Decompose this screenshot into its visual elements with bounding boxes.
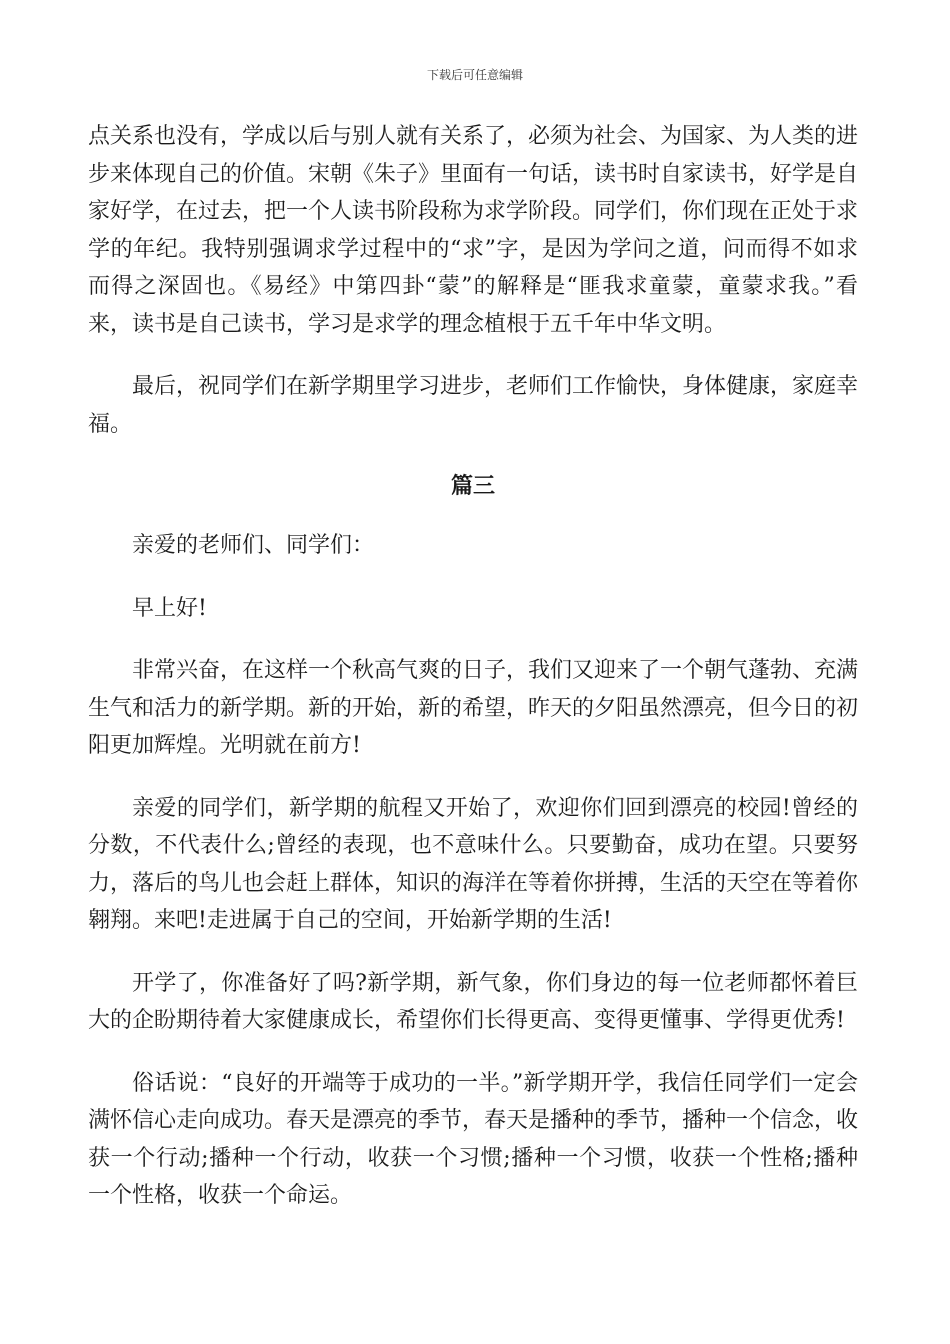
paragraph-continuation: 点关系也没有，学成以后与别人就有关系了，必须为社会、为国家、为人类的进步来体现自己的价值。宋朝《朱子》里面有一句话，读书时自家读书，好学是自家好学，在过去，把一个人读书阶段称为求学阶段。同学们，你们现在正处于求学的年纪。我特别强调求学过程中的“求”字，是因为学问之道，问而得不如求而得之深固也。《易经》中第四卦“蒙”的解释是“匪我求童蒙，童蒙求我。”看来，读书是自己读书，学习是求学的理念植根于五千年中华文明。: [88, 124, 859, 337]
section-title: 篇三: [450, 473, 495, 499]
paragraph-body: 开学了，你准备好了吗?新学期，新气象，你们身边的每一位老师都怀着巨大的企盼期待着大家健康成长，希望你们长得更高、变得更懂事、学得更优秀!: [88, 970, 858, 1033]
paragraph-closing-wishes: 最后，祝同学们在新学期里学习进步，老师们工作愉快，身体健康，家庭幸福。: [88, 374, 859, 437]
page-header-note: 下载后可任意编辑: [426, 68, 523, 82]
paragraph-body: 俗话说：“良好的开端等于成功的一半。”新学期开学，我信任同学们一定会满怀信心走向成功。春天是漂亮的季节，春天是播种的季节，播种一个信念，收获一个行动;播种一个行动，收获一个习惯;播种一个习惯，收获一个性格;播种一个性格，收获一个命运。: [88, 1070, 859, 1208]
document-body: [88, 118, 858, 1240]
paragraph-body: 亲爱的同学们，新学期的航程又开始了，欢迎你们回到漂亮的校园!曾经的分数，不代表什么;曾经的表现，也不意味什么。只要勤奋，成功在望。只要努力，落后的鸟儿也会赶上群体，知识的海洋在等着你拼搏，生活的天空在等着你翱翔。来吧!走进属于自己的空间，开始新学期的生活!: [88, 795, 859, 933]
paragraph-salutation: 亲爱的老师们、同学们：: [132, 533, 375, 558]
paragraph-body: 非常兴奋，在这样一个秋高气爽的日子，我们又迎来了一个朝气蓬勃、充满生气和活力的新学期。新的开始，新的希望，昨天的夕阳虽然漂亮，但今日的初阳更加辉煌。光明就在前方!: [88, 658, 859, 758]
paragraph-greeting: 早上好!: [132, 595, 207, 621]
